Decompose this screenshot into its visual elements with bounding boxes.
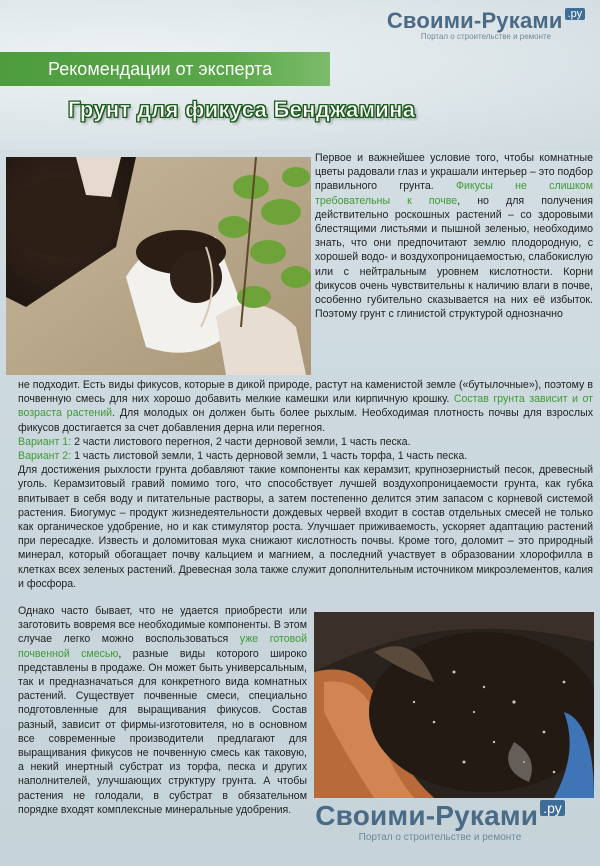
p4-seg-0: Однако часто бывает, что не удается приобрести или заготовить вовремя все необходимые компоненты. В этом случае легко можно воспользоваться: [18, 605, 307, 646]
p3-text: Для достижения рыхлости грунта добавляют такие компоненты как керамзит, крупнозернистый песок, древесный уголь. Керамзитовый гравий помимо того, что способствует лучшей воздухопроницаемости грунта, как губка впитывает в себя воду и питательные растворы, а затем постепенно делится этим запасом с корневой системой растения. Биогумус – продукт жизнедеятельности дождевых червей входит в состав отдельных смесей не только как органическое удобрение, но и как стимулятор роста. Улучшает приживаемость, ускоряет адаптацию растений при пересадке. Известь и доломитовая мука снижают кислотность почвы. Кроме того, доломит – это природный минерал, который обогащает почву кальцием и магнием, а последний участвует в образовании хлорофилла в клетках всех зеленых растений. Древесная зола также служит дополнительным источником микроэлементов, калия и фосфора.: [18, 464, 593, 590]
variant-1-label: Вариант 1:: [18, 435, 72, 448]
page-title: Грунт для фикуса Бенджамина: [68, 97, 416, 122]
variant-2-text: 1 часть листовой земли, 1 часть дерновой земли, 1 часть торфа, 1 часть песка.: [71, 450, 468, 463]
logo-tagline-bottom: Портал о строительстве и ремонте: [358, 832, 522, 843]
expert-banner: Рекомендации от эксперта: [0, 52, 330, 86]
p1-highlight: Фикусы не слишком требовательны к почве: [315, 180, 593, 207]
intro-paragraph: [315, 151, 593, 321]
ficus-repotting-photo: [6, 157, 311, 375]
p1-seg-2: , но для получения действительно роскошных растений – со здоровыми блестящими листьями и пышной зеленью, необходимо знать, что они предпочитают землю плодородную, с хорошей водо- и воздухопроницаемостью, слабокислую или с нейтральным уровнем кислотности. Корни фикусов очень чувствительны к наличию влаги в почве, особенно губительно сказывается на них её избыток. Поэтому грунт с глинистой структурой однозначно: [315, 194, 593, 321]
site-logo-bottom[interactable]: [310, 800, 570, 843]
p1-seg-0: Первое и важнейшее условие того, чтобы комнатные цветы радовали глаз и украшали интерьер – это подбор правильного грунта.: [315, 152, 593, 193]
potting-soil-photo: [314, 612, 594, 798]
logo-tagline: Портал о строительстве и ремонте: [420, 32, 552, 41]
soil-pot-illustration: [314, 612, 594, 798]
soil-mix-paragraph: [18, 604, 307, 817]
main-paragraph: [18, 378, 593, 591]
logo-domain: .ру: [565, 8, 586, 20]
p4-seg-2: , разные виды которого широко представлены в продаже. Он может быть универсальным, так и предназначаться для конкретного вида комнатных растений. Существует почвенные смеси, специально подготовленные для выращивания фикусов. Состав разный, зависит от фирмы-изготовителя, но в основном все современные производители предлагают для выращивания фикусов не почвенную смесь как таковую, а некий инертный субстрат из торфа, песка и других наполнителей, улучшающих структуру грунта. А чтобы растения не голодали, в субстрат в обязательном порядке входят комплексные минеральные удобрения.: [18, 647, 307, 816]
variant-1-text: 2 части листового перегноя, 2 части дерновой земли, 1 часть песка.: [71, 435, 411, 448]
p2-seg-2: . Для молодых он должен быть более рыхлым. Необходимая плотность почвы для взрослых фикусов достигается за счет добавления дерна или перегноя.: [18, 407, 593, 434]
p4-highlight: уже готовой почвенной смесью: [18, 633, 307, 660]
site-logo-top[interactable]: [386, 8, 586, 41]
ficus-repotting-illustration: [6, 157, 311, 375]
logo-domain-bottom: .ру: [540, 800, 565, 816]
p2-highlight: Состав грунта зависит и от возраста растений: [18, 393, 593, 420]
logo-brand: Своими-Руками: [386, 8, 563, 33]
logo-brand-bottom: Своими-Руками: [315, 800, 539, 831]
p2-seg-0: не подходит. Есть виды фикусов, которые в дикой природе, растут на каменистой земле («бутылочные»), поэтому в почвенную смесь для них хорошо добавить мелкие камешки или кирпичную крошку.: [18, 379, 593, 406]
variant-2-label: Вариант 2:: [18, 450, 72, 463]
